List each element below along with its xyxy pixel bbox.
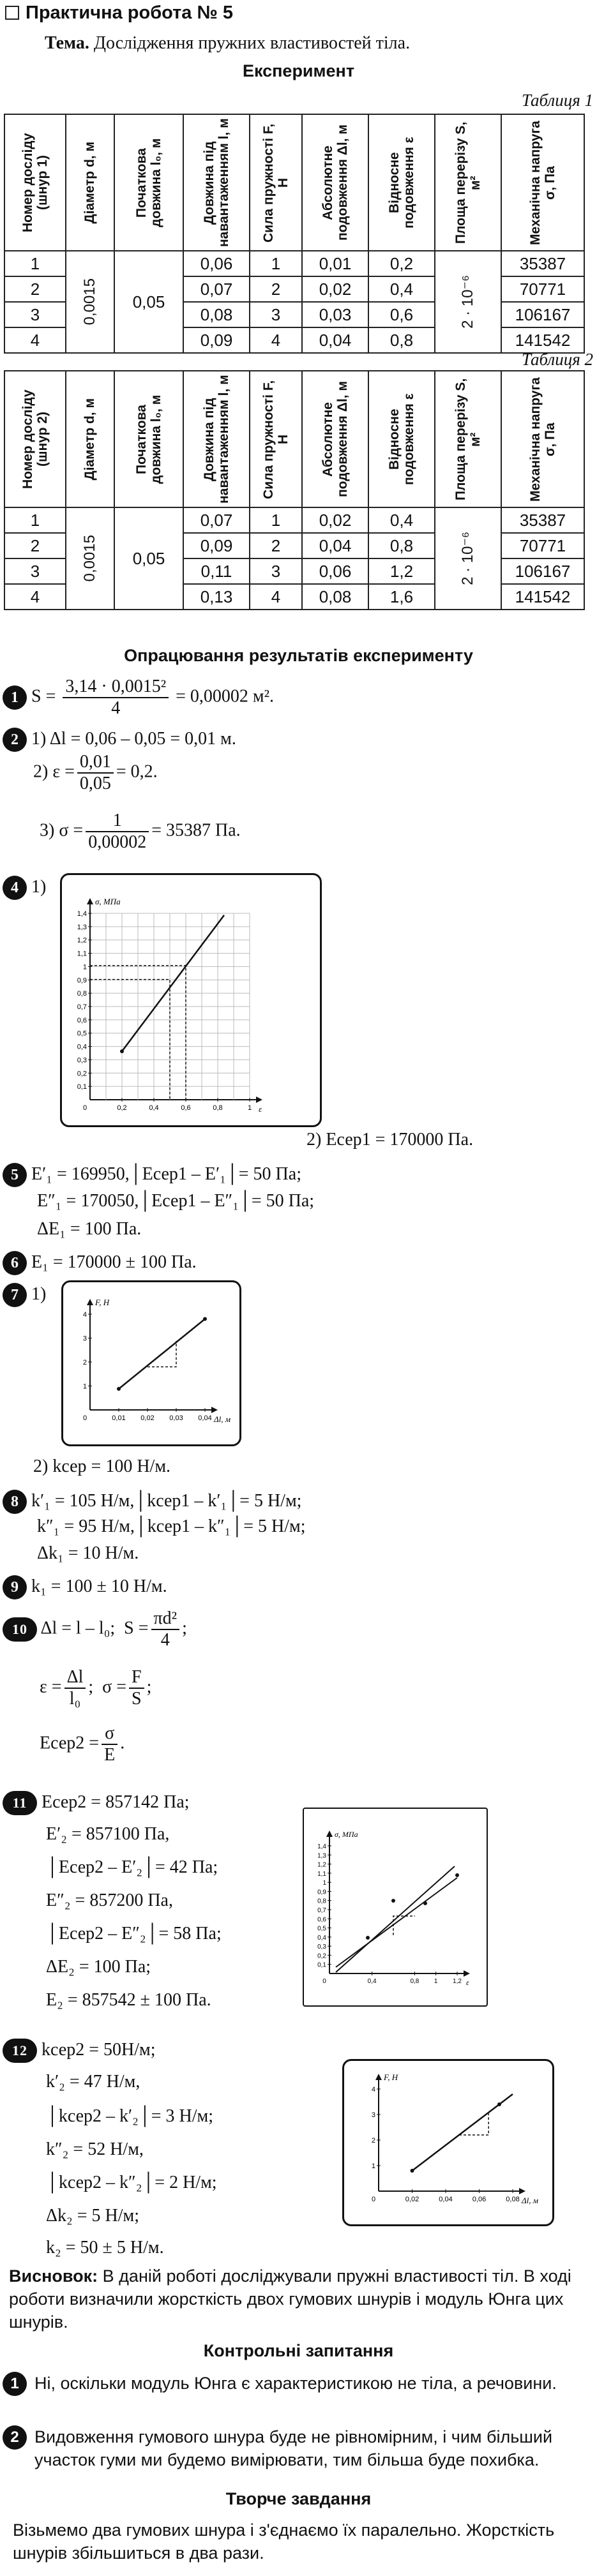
table2-header: Номер досліду (шнур 2) [4,371,66,507]
step-1-number: 1 [3,685,27,710]
table1-caption: Таблиця 1 [521,91,593,110]
y-tick-label: 0,9 [77,977,87,985]
x-axis-label: ε [259,1104,262,1114]
table-cell: 1,6 [368,584,435,610]
table-cell: 0,6 [368,302,435,327]
y-axis-label: σ, МПа [95,897,121,906]
step-12-l1-text: kсер2 = 50Н/м; [42,2040,156,2060]
step-2c-numerator: 1 [86,811,149,832]
table2 [4,370,591,610]
control-q2 [3,2425,577,2471]
table-cell: 0,8 [368,533,435,558]
step-10-l2a-fraction [64,1667,86,1709]
step-6 [3,1251,197,1275]
y-tick-label: 1 [322,1880,326,1887]
data-point [391,1899,395,1903]
y-arrow-icon [326,1831,333,1837]
y-axis-label: σ, МПа [335,1830,358,1839]
q1-text: Ні, оскільки модуль Юнга є характеристикою не тіла, а речовини. [34,2374,557,2393]
table-cell: 141542 [501,584,584,610]
step-10-l3-fraction [102,1723,117,1765]
y-tick-label: 2 [82,1359,87,1367]
table-cell: 0,11 [183,558,250,584]
step-10-l2a-numerator: Δl [64,1667,86,1689]
x-tick-label: 0,2 [117,1104,127,1112]
table2-header: Площа перерізу S, м² [435,371,501,507]
x-arrow-icon [256,1097,262,1103]
table-cell: 0,2 [368,251,435,276]
data-line [119,1319,205,1389]
step-4a [3,876,46,900]
x-axis-label: ε [466,1978,469,1987]
step-2c-denominator: 0,00002 [88,832,147,853]
table2-header: Механічна напруга σ, Па [501,371,584,507]
table-cell: 2 [4,533,66,558]
x-tick-label: 0,02 [140,1414,155,1422]
step-1-denominator: 4 [111,698,121,719]
step-6-number: 6 [3,1251,27,1275]
graph-2-svg [63,1282,239,1444]
y-tick-label: 0,5 [77,1030,87,1038]
y-tick-label: 1,3 [317,1852,326,1860]
step-2b-numerator: 0,01 [77,752,114,774]
data-point [120,1049,124,1053]
step-2b [33,752,158,794]
step-10-l1b-numerator: πd² [151,1608,180,1630]
table-cell: 70771 [501,276,584,302]
graph-4 [342,2059,554,2226]
step-10-l2b-numerator: F [129,1667,144,1689]
topic-text: Дослідження пружних властивостей тіла. [93,33,411,53]
table2-header: Початкова довжина l₀, м [114,371,183,507]
y-tick-label: 0,6 [77,1016,87,1024]
step-12-l6: Δk₂ = 5 Н/м; [46,2206,140,2226]
table-cell: 3 [250,558,302,584]
table2-header: Довжина під навантаженням l, м [183,371,250,507]
step-1-fraction [63,677,169,719]
y-tick-label: 0,3 [77,1056,87,1065]
step-10-l3-numerator: σ [102,1723,117,1745]
y-tick-label: 0,6 [317,1916,326,1924]
step-11-l1-text: Eсер2 = 857142 Па; [42,1792,190,1812]
x-tick-label: 0,4 [149,1104,159,1112]
x-axis-label: Δl, м [214,1414,231,1424]
step-2-number: 2 [3,728,27,752]
y-tick-label: 0,2 [77,1070,87,1078]
step-5-l2: E″₁ = 170050,│Eсер1 – E″₁│= 50 Па; [37,1191,315,1211]
table2-header: Абсолютне подовження Δl, м [302,371,368,507]
y-tick-label: 2 [371,2137,375,2145]
y-tick-label: 1,4 [317,1843,326,1850]
y-arrow-icon [87,898,93,904]
table-cell: 0,04 [302,533,368,558]
step-11-l6: ΔE₂ = 100 Па; [46,1957,151,1977]
step-10-l1a: Δl = l – l₀; [40,1618,116,1638]
step-2a-text: 1) Δl = 0,06 – 0,05 = 0,01 м. [31,729,236,749]
q2-text: Видовження гумового шнура буде не рівномірним, і чим більший участок гуми ми будемо вимірювати, тим більша буде похибка. [34,2427,553,2469]
origin-label: 0 [371,2196,376,2203]
step-11-l5: │Eсер2 – E″₂│= 58 Па; [46,1924,222,1943]
processing-heading: Опрацювання результатів експерименту [124,646,473,665]
table2-header: Сила пружності F, Н [250,371,302,507]
creative-heading: Творче завдання [225,2489,372,2508]
data-point [203,1317,207,1321]
step-2b-denominator: 0,05 [79,774,111,794]
table-cell: 1 [4,507,66,533]
step-10-l1: 10 Δl = l – l₀; S = $\frac{\text{πd²}}{4}$ ; [3,1608,187,1651]
x-arrow-icon [519,2188,525,2194]
table-cell: 4 [250,584,302,610]
step-10-l1b-lhs: S = [124,1618,149,1638]
table-cell: 0,13 [183,584,250,610]
step-2b-lhs: 2) ε = [33,761,75,782]
y-tick-label: 0,2 [317,1952,326,1960]
diameter-cell: 0,0015 [66,507,114,610]
table2-caption: Таблиця 2 [521,350,593,369]
data-point [411,2169,414,2173]
step-12-l4: k″₂ = 52 Н/м, [46,2139,144,2159]
table-row [4,251,584,276]
conclusion-text: В даній роботі досліджували пружні властивості тіл. В ході роботи визначили жорсткість двох гумових шнурів і модуль Юнга цих шнурів. [9,2266,571,2332]
l0-cell: 0,05 [114,507,183,610]
step-11-l2: E′₂ = 857100 Па, [46,1824,170,1844]
table-cell: 1 [250,251,302,276]
step-7a [3,1283,46,1307]
y-tick-label: 0,7 [317,1907,326,1914]
data-point [117,1387,121,1391]
graph-2 [61,1280,241,1446]
x-tick-label: 1 [247,1104,252,1112]
table-cell: 0,09 [183,533,250,558]
x-tick-label: 0,4 [367,1978,377,1985]
table1-header: Довжина під навантаженням l, м [183,114,250,251]
origin-label: 0 [82,1414,87,1422]
x-tick-label: 0,8 [213,1104,223,1112]
x-tick-label: 0,08 [506,2196,520,2203]
graph-3-svg [304,1809,487,2005]
y-tick-label: 0,1 [317,1961,326,1969]
table-cell: 4 [4,584,66,610]
step-11-l7: E₂ = 857542 ± 100 Па. [46,1990,211,2010]
step-10-l3-lhs: Eсер2 = [40,1733,100,1753]
step-9-number: 9 [3,1575,27,1599]
table-cell: 141542 [501,327,584,353]
step-11-number: 11 [3,1791,37,1815]
area-cell: 2 · 10⁻⁶ [435,251,501,353]
table1-header: Діаметр d, м [66,114,114,251]
q1-number: 1 [3,2372,27,2396]
table1-header: Початкова довжина l₀, м [114,114,183,251]
y-tick-label: 0,8 [77,990,87,998]
table1-header: Номер досліду (шнур 1) [4,114,66,251]
table-cell: 0,08 [302,584,368,610]
step-2a [3,728,236,752]
graph-1 [60,873,322,1127]
topic [45,33,410,54]
title-text: Практична робота № 5 [26,3,234,23]
step-10-l2a-lhs: ε = [40,1677,62,1697]
x-tick-label: 1 [434,1978,438,1985]
y-tick-label: 4 [82,1311,87,1319]
control-q1 [3,2372,577,2396]
y-tick-label: 0,5 [317,1925,326,1933]
step-12-l5: │kсер2 – k″₂│= 2 Н/м; [46,2173,217,2192]
table-cell: 0,06 [183,251,250,276]
table-cell: 35387 [501,251,584,276]
y-tick-label: 0,4 [77,1043,87,1051]
y-tick-label: 1 [82,1382,87,1391]
step-4b: 2) Eсер1 = 170000 Па. [306,1130,474,1149]
y-tick-label: 1,1 [77,950,87,958]
step-5-number: 5 [3,1163,27,1187]
table-cell: 0,02 [302,276,368,302]
step-2c-rhs: = 35387 Па. [151,820,241,841]
table1-header: Механічна напруга σ, Па [501,114,584,251]
table-cell: 0,03 [302,302,368,327]
step-12-l1 [3,2039,156,2063]
table-cell: 1 [250,507,302,533]
data-line [336,1878,457,1967]
x-tick-label: 0,02 [405,2196,419,2203]
y-tick-label: 1,4 [77,910,87,918]
step-10-l1b-fraction [151,1608,180,1651]
y-tick-label: 1 [371,2162,375,2170]
table-cell: 4 [250,327,302,353]
y-tick-label: 3 [371,2111,375,2119]
step-10-l2b-fraction [129,1667,144,1709]
table2-header: Діаметр d, м [66,371,114,507]
y-tick-label: 0,7 [77,1003,87,1011]
table-cell: 0,4 [368,276,435,302]
table1-header: Відносне подовження ε [368,114,435,251]
x-tick-label: 1,2 [453,1978,462,1985]
conclusion [9,2265,584,2333]
step-10-number: 10 [3,1617,37,1642]
table-cell: 0,06 [302,558,368,584]
page-title [5,3,233,24]
y-tick-label: 1 [82,963,87,971]
step-5-l1 [3,1163,301,1187]
y-tick-label: 3 [82,1335,87,1343]
step-5-l1-text: E′₁ = 169950,│Eсер1 – E′₁│= 50 Па; [31,1164,301,1184]
table1-header: Площа перерізу S, м² [435,114,501,251]
y-tick-label: 1,3 [77,923,87,931]
table-cell: 0,08 [183,302,250,327]
x-tick-label: 0,6 [181,1104,191,1112]
y-arrow-icon [87,1299,93,1305]
step-11-l1 [3,1791,190,1815]
step-7a-text: 1) [31,1284,47,1304]
step-8-l1 [3,1490,301,1514]
y-tick-label: 4 [371,2086,375,2093]
table-cell: 3 [250,302,302,327]
step-10-l2b-lhs: σ = [102,1677,127,1697]
control-heading: Контрольні запитання [203,2341,394,2360]
step-2c-lhs: 3) σ = [40,820,84,841]
step-2c-fraction [86,811,149,853]
step-12-l7: k₂ = 50 ± 5 Н/м. [46,2238,164,2258]
step-10-l2b-denominator: S [132,1689,142,1709]
table-cell: 1,2 [368,558,435,584]
table-cell: 2 [250,276,302,302]
step-11-l4: E″₂ = 857200 Па, [46,1891,173,1910]
step-1-lhs: S = [31,686,56,707]
origin-label: 0 [322,1978,326,1985]
step-9-text: k₁ = 100 ± 10 Н/м. [31,1576,167,1596]
table1 [4,114,591,354]
table-cell: 0,4 [368,507,435,533]
step-8-l3: Δk₁ = 10 Н/м. [37,1543,139,1563]
x-axis-label: Δl, м [522,2196,539,2205]
conclusion-label: Висновок: [9,2266,98,2286]
dashed-guide [393,1916,415,1935]
creative-text: Візьмемо два гумових шнура і з'єднаємо їх паралельно. Жорсткість шнурів збільшиться в два рази. [13,2520,555,2563]
y-tick-label: 1,1 [317,1870,326,1878]
table-cell: 3 [4,302,66,327]
topic-label: Тема. [45,33,89,53]
graph-4-svg [344,2061,552,2224]
step-1 [3,677,274,719]
step-10-l1b-denominator: 4 [160,1630,170,1651]
step-8-l1-text: k′₁ = 105 Н/м,│kсер1 – k′₁│= 5 Н/м; [31,1491,302,1511]
experiment-heading: Експеримент [242,61,355,80]
table-cell: 1 [4,251,66,276]
y-tick-label: 0,8 [317,1898,326,1905]
x-tick-label: 0,03 [169,1414,183,1422]
table1-header: Абсолютне подовження Δl, м [302,114,368,251]
step-2c [40,811,241,853]
y-axis-label: F, Н [95,1298,110,1307]
y-tick-label: 0,4 [317,1934,326,1942]
step-10-l2: ε = $\frac{\Delta l}{\text{l₀}}$ ; σ = $\frac{F}{S}$ ; [40,1667,152,1709]
table-cell: 0,07 [183,507,250,533]
graph-3 [303,1808,488,2007]
step-10-l2a-denominator: l₀ [69,1689,81,1709]
data-line [336,1866,455,1972]
area-cell: 2 · 10⁻⁶ [435,507,501,610]
x-tick-label: 0,04 [198,1414,212,1422]
table-cell: 0,8 [368,327,435,353]
checkbox-icon [5,6,19,20]
step-12-l2: k′₂ = 47 Н/м, [46,2072,140,2092]
q2-number: 2 [3,2425,27,2450]
x-tick-label: 0,01 [112,1414,126,1422]
step-7-number: 7 [3,1283,27,1307]
table-cell: 4 [4,327,66,353]
data-point [455,1873,459,1877]
table-cell: 106167 [501,558,584,584]
step-9 [3,1575,167,1599]
y-tick-label: 0,3 [317,1943,326,1951]
table-cell: 0,07 [183,276,250,302]
step-1-numerator: 3,14 · 0,0015² [63,677,169,698]
data-point [366,1936,370,1940]
table-cell: 106167 [501,302,584,327]
table-cell: 2 [250,533,302,558]
table-cell: 2 [4,276,66,302]
x-tick-label: 0,06 [472,2196,487,2203]
step-4-number: 4 [3,876,27,900]
y-axis-label: F, Н [384,2072,398,2082]
y-tick-label: 0,9 [317,1889,326,1896]
step-1-rhs: = 0,00002 м². [176,686,274,707]
y-tick-label: 1,2 [317,1861,326,1869]
y-tick-label: 1,2 [77,936,87,945]
diameter-cell: 0,0015 [66,251,114,353]
step-6-text: E₁ = 170000 ± 100 Па. [31,1252,197,1272]
data-point [497,2102,501,2106]
step-8-l2: k″₁ = 95 Н/м,│kсер1 – k″₁│= 5 Н/м; [37,1516,306,1536]
graph-1-svg [62,875,320,1125]
table-cell: 0,01 [302,251,368,276]
step-7b: 2) kсер = 100 Н/м. [33,1456,171,1476]
y-arrow-icon [375,2074,382,2080]
step-8-number: 8 [3,1490,27,1514]
data-line [122,915,224,1051]
table-cell: 3 [4,558,66,584]
step-4a-text: 1) [31,877,47,897]
table-cell: 0,09 [183,327,250,353]
table-cell: 35387 [501,507,584,533]
data-point [423,1901,427,1905]
table1-header: Сила пружності F, Н [250,114,302,251]
y-tick-label: 0,1 [77,1083,87,1091]
origin-label: 0 [82,1104,87,1112]
x-arrow-icon [464,1970,470,1977]
step-11-l3: │Eсер2 – E′₂│= 42 Па; [46,1857,218,1877]
l0-cell: 0,05 [114,251,183,353]
table2-header: Відносне подовження ε [368,371,435,507]
x-tick-label: 0,04 [439,2196,453,2203]
step-10-l3: Eсер2 = $\frac{\sigma}{E}$ . [40,1723,125,1765]
step-10-l3-denominator: E [104,1745,116,1765]
table-cell: 70771 [501,533,584,558]
x-arrow-icon [211,1407,218,1413]
table-cell: 0,04 [302,327,368,353]
x-tick-label: 0,8 [410,1978,419,1985]
data-line [412,2094,513,2171]
step-2b-rhs: = 0,2. [116,761,158,782]
table-cell: 0,02 [302,507,368,533]
step-2b-fraction [77,752,114,794]
step-12-number: 12 [3,2039,37,2063]
table-row [4,507,584,533]
step-5-l3: ΔE₁ = 100 Па. [37,1219,142,1239]
step-12-l3: │kсер2 – k′₂│= 3 Н/м; [46,2106,214,2126]
